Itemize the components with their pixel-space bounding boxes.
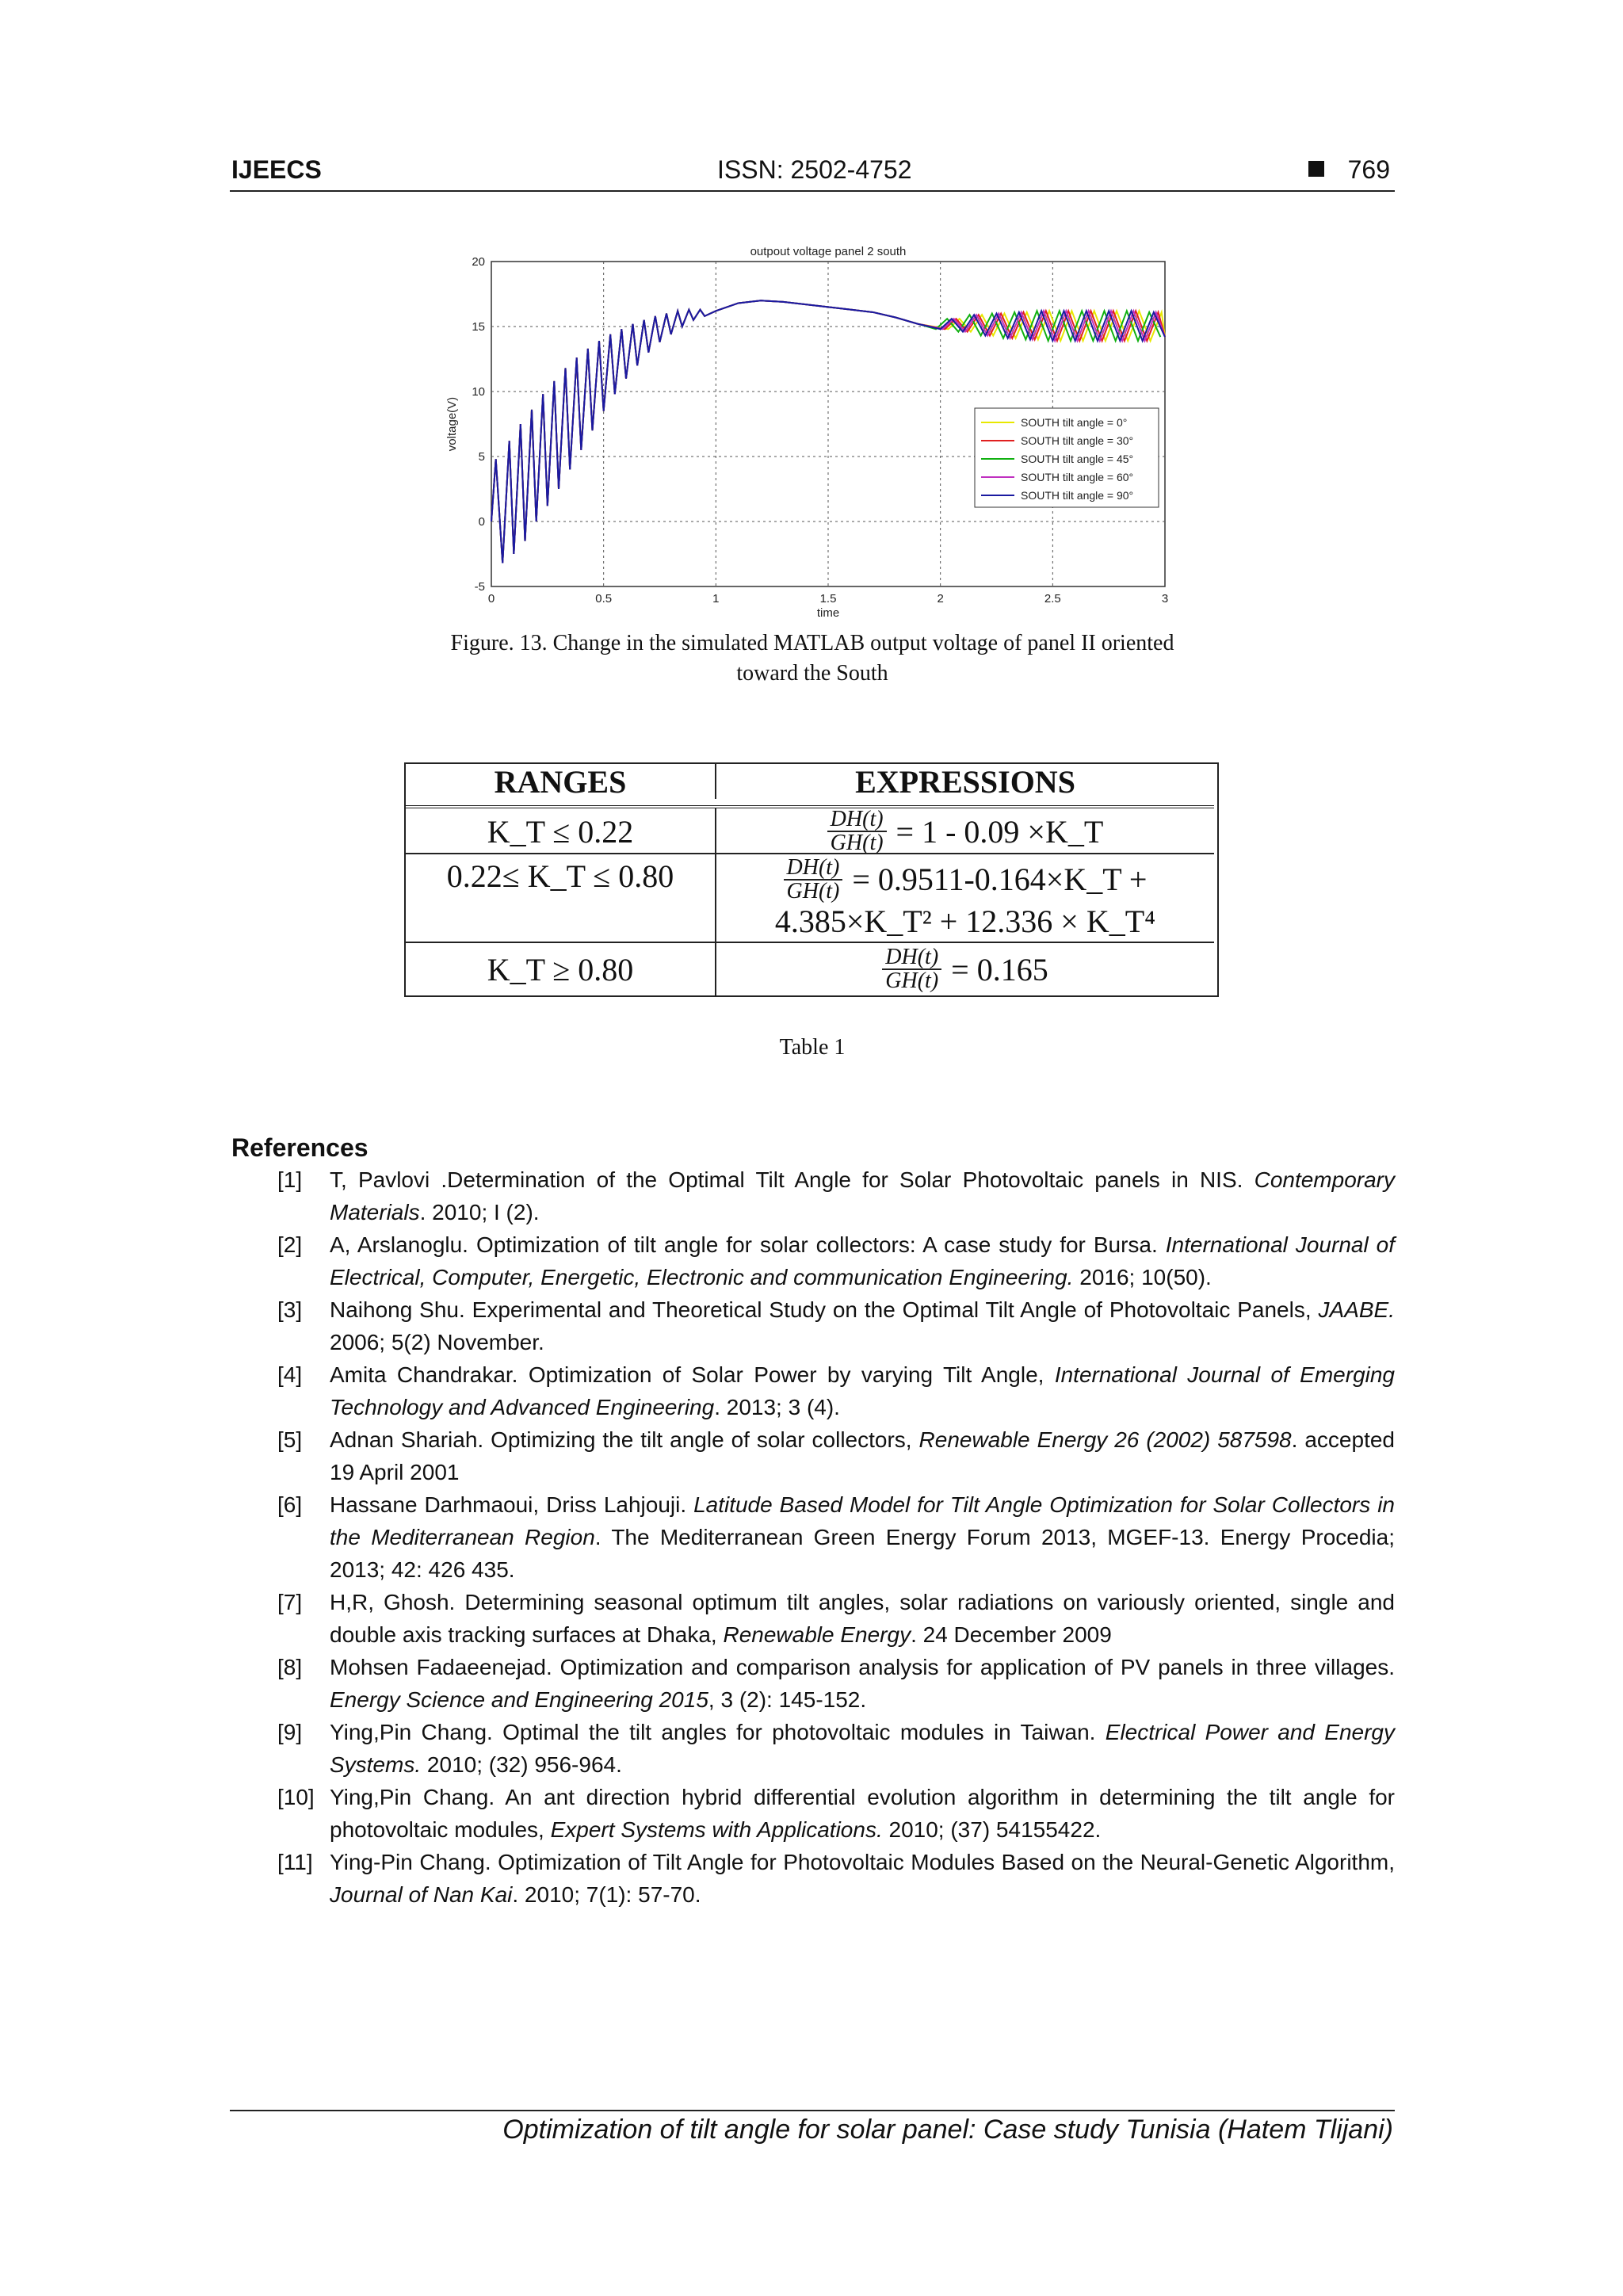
- reference-source: JAABE.: [1318, 1297, 1395, 1322]
- references-heading: References: [231, 1133, 369, 1162]
- issn: ISSN: 2502-4752: [717, 155, 912, 184]
- x-tick-label: 2.5: [1044, 592, 1061, 606]
- expression-cell: [716, 808, 1214, 854]
- reference-details: . The Mediterranean Green Energy Forum 2013, MGEF-13. Energy Procedia; 2013; 42: 426 435.: [330, 1525, 1395, 1582]
- reference-text: Ying-Pin Chang. Optimization of Tilt Angle for Photovoltaic Modules Based on the Neural-Genetic Algorithm,: [330, 1850, 1395, 1874]
- expression-text: = 1 - 0.09 ×K_T: [896, 813, 1104, 850]
- x-tick-label: 0.5: [595, 592, 613, 606]
- reference-text: Ying,Pin Chang. Optimal the tilt angles for photovoltaic modules in Taiwan.: [330, 1720, 1096, 1744]
- reference-text: Hassane Darhmaoui, Driss Lahjouji.: [330, 1492, 687, 1517]
- reference-details: 2010; (32) 956-964.: [421, 1752, 622, 1777]
- table-header-row: [406, 764, 1214, 799]
- reference-item: [277, 1586, 1395, 1651]
- figure-caption-line2: toward the South: [736, 661, 888, 686]
- reference-source: Energy Science and Engineering 2015: [330, 1687, 708, 1712]
- header-expressions: EXPRESSIONS: [855, 763, 1075, 800]
- reference-text: Ying,Pin Chang. An ant direction hybrid differential evolution algorithm in determining the tilt angle for photovoltaic modules,: [330, 1785, 1395, 1842]
- denominator: GH(t): [885, 968, 939, 993]
- expression-cell: [716, 854, 1214, 942]
- reference-number: [1]: [277, 1167, 303, 1192]
- page-number-block: [1308, 155, 1390, 185]
- reference-source: Renewable Energy 26 (2002) 587598: [918, 1427, 1292, 1452]
- reference-source: Electrical Power and Energy Systems.: [330, 1720, 1396, 1777]
- x-tick-label: 0: [487, 592, 495, 606]
- x-axis-label: time: [816, 606, 840, 620]
- reference-item: [277, 1228, 1395, 1293]
- chart-title: outpout voltage panel 2 south: [750, 245, 907, 258]
- page-header: [230, 152, 1395, 192]
- reference-number: [7]: [277, 1590, 303, 1614]
- reference-details: . 24 December 2009: [911, 1622, 1112, 1647]
- y-tick-label: 20: [472, 255, 485, 269]
- ranges-table: [404, 762, 1219, 997]
- expression-text: = 0.165: [951, 951, 1048, 988]
- header-ranges: RANGES: [494, 763, 627, 800]
- reference-number: [11]: [277, 1850, 313, 1874]
- reference-item: [277, 1423, 1395, 1488]
- reference-item: [277, 1651, 1395, 1716]
- y-tick-label: 0: [478, 515, 485, 529]
- table-row: [406, 805, 1214, 854]
- reference-source: Journal of Nan Kai: [330, 1882, 513, 1907]
- x-tick-label: 3: [1161, 592, 1169, 606]
- reference-item: [277, 1488, 1395, 1586]
- x-tick-label: 1: [712, 592, 720, 606]
- reference-number: [4]: [277, 1362, 303, 1387]
- reference-details: 2010; (37) 54155422.: [882, 1817, 1102, 1842]
- reference-text: T, Pavlovi .Determination of the Optimal Tilt Angle for Solar Photovoltaic panels in NIS.: [330, 1167, 1243, 1192]
- voltage-chart: [428, 230, 1189, 622]
- reference-number: [10]: [277, 1785, 315, 1809]
- table-caption: Table 1: [779, 1035, 846, 1060]
- reference-item: [277, 1163, 1395, 1228]
- footer-rule: [230, 2110, 1395, 2111]
- legend-label: SOUTH tilt angle = 0°: [1021, 416, 1128, 429]
- reference-number: [9]: [277, 1720, 303, 1744]
- reference-number: [2]: [277, 1232, 303, 1257]
- reference-details: . 2010; I (2).: [419, 1200, 540, 1224]
- reference-item: [277, 1781, 1395, 1846]
- fraction: [827, 808, 887, 854]
- reference-source: International Journal of Emerging Technology and Advanced Engineering: [330, 1362, 1396, 1419]
- reference-item: [277, 1358, 1395, 1423]
- reference-text: Adnan Shariah. Optimizing the tilt angle of solar collectors,: [330, 1427, 912, 1452]
- expression-text: = 0.9511-0.164×K_T +: [852, 861, 1148, 897]
- reference-source: Expert Systems with Applications.: [550, 1817, 883, 1842]
- reference-number: [3]: [277, 1297, 303, 1322]
- reference-details: . 2010; 7(1): 57-70.: [512, 1882, 701, 1907]
- y-tick-label: -5: [474, 580, 485, 594]
- table-row: [406, 942, 1214, 995]
- page-number: 769: [1347, 155, 1390, 184]
- reference-source: Latitude Based Model for Tilt Angle Optimization for Solar Collectors in the Mediterranean Region: [330, 1492, 1395, 1549]
- y-axis-label: voltage(V): [445, 396, 459, 452]
- expression-cell: [716, 943, 1214, 995]
- y-tick-label: 10: [472, 385, 485, 399]
- fraction: [784, 854, 843, 904]
- reference-details: 2016; 10(50).: [1073, 1265, 1212, 1289]
- reference-number: [6]: [277, 1492, 303, 1517]
- reference-number: [5]: [277, 1427, 303, 1452]
- square-bullet-icon: [1308, 161, 1324, 177]
- numerator: DH(t): [784, 857, 843, 881]
- table-row: [406, 853, 1214, 942]
- legend-label: SOUTH tilt angle = 60°: [1021, 471, 1134, 483]
- reference-item: [277, 1716, 1395, 1781]
- legend-label: SOUTH tilt angle = 90°: [1021, 489, 1134, 502]
- reference-details: , 3 (2): 145-152.: [708, 1687, 867, 1712]
- y-tick-label: 15: [472, 320, 485, 334]
- range-cell: 0.22≤ K_T ≤ 0.80: [446, 858, 674, 894]
- fraction: [882, 946, 941, 992]
- x-tick-label: 1.5: [819, 592, 837, 606]
- reference-text: A, Arslanoglu. Optimization of tilt angle for solar collectors: A case study for Bursa.: [330, 1232, 1158, 1257]
- legend-label: SOUTH tilt angle = 45°: [1021, 453, 1134, 465]
- reference-details: 2006; 5(2) November.: [330, 1330, 544, 1354]
- figure-caption-line1: Figure. 13. Change in the simulated MATLAB output voltage of panel II oriented: [450, 631, 1174, 655]
- reference-item: [277, 1846, 1395, 1911]
- reference-details: . 2013; 3 (4).: [714, 1395, 840, 1419]
- references-list: [277, 1163, 1395, 1911]
- legend-label: SOUTH tilt angle = 30°: [1021, 434, 1134, 447]
- reference-text: Amita Chandrakar. Optimization of Solar Power by varying Tilt Angle,: [330, 1362, 1044, 1387]
- figure-caption: [380, 628, 1244, 689]
- numerator: DH(t): [827, 808, 887, 832]
- x-tick-label: 2: [937, 592, 944, 606]
- page-footer: Optimization of tilt angle for solar panel: Case study Tunisia (Hatem Tlijani): [502, 2115, 1393, 2145]
- reference-text: Mohsen Fadaeenejad. Optimization and comparison analysis for application of PV panels in three villages.: [330, 1655, 1395, 1679]
- denominator: GH(t): [830, 831, 884, 855]
- denominator: GH(t): [786, 878, 840, 904]
- reference-details: . accepted 19 April 2001: [330, 1427, 1396, 1484]
- reference-text: H,R, Ghosh. Determining seasonal optimum tilt angles, solar radiations on variously oriented, single and double axis tracking surfaces at Dhaka,: [330, 1590, 1395, 1647]
- reference-item: [277, 1293, 1395, 1358]
- reference-source: Renewable Energy: [723, 1622, 911, 1647]
- reference-text: Naihong Shu. Experimental and Theoretical Study on the Optimal Tilt Angle of Photovoltaic Panels,: [330, 1297, 1312, 1322]
- range-cell: K_T ≥ 0.80: [487, 951, 634, 988]
- numerator: DH(t): [882, 946, 941, 970]
- y-tick-label: 5: [478, 450, 485, 464]
- reference-source: International Journal of Electrical, Computer, Energetic, Electronic and communication Engineering.: [330, 1232, 1396, 1289]
- expression-text-line2: 4.385×K_T² + 12.336 × K_T⁴: [774, 903, 1156, 939]
- reference-number: [8]: [277, 1655, 303, 1679]
- range-cell: K_T ≤ 0.22: [487, 813, 634, 850]
- reference-source: Contemporary Materials: [330, 1167, 1395, 1224]
- journal-name: IJEECS: [231, 155, 322, 184]
